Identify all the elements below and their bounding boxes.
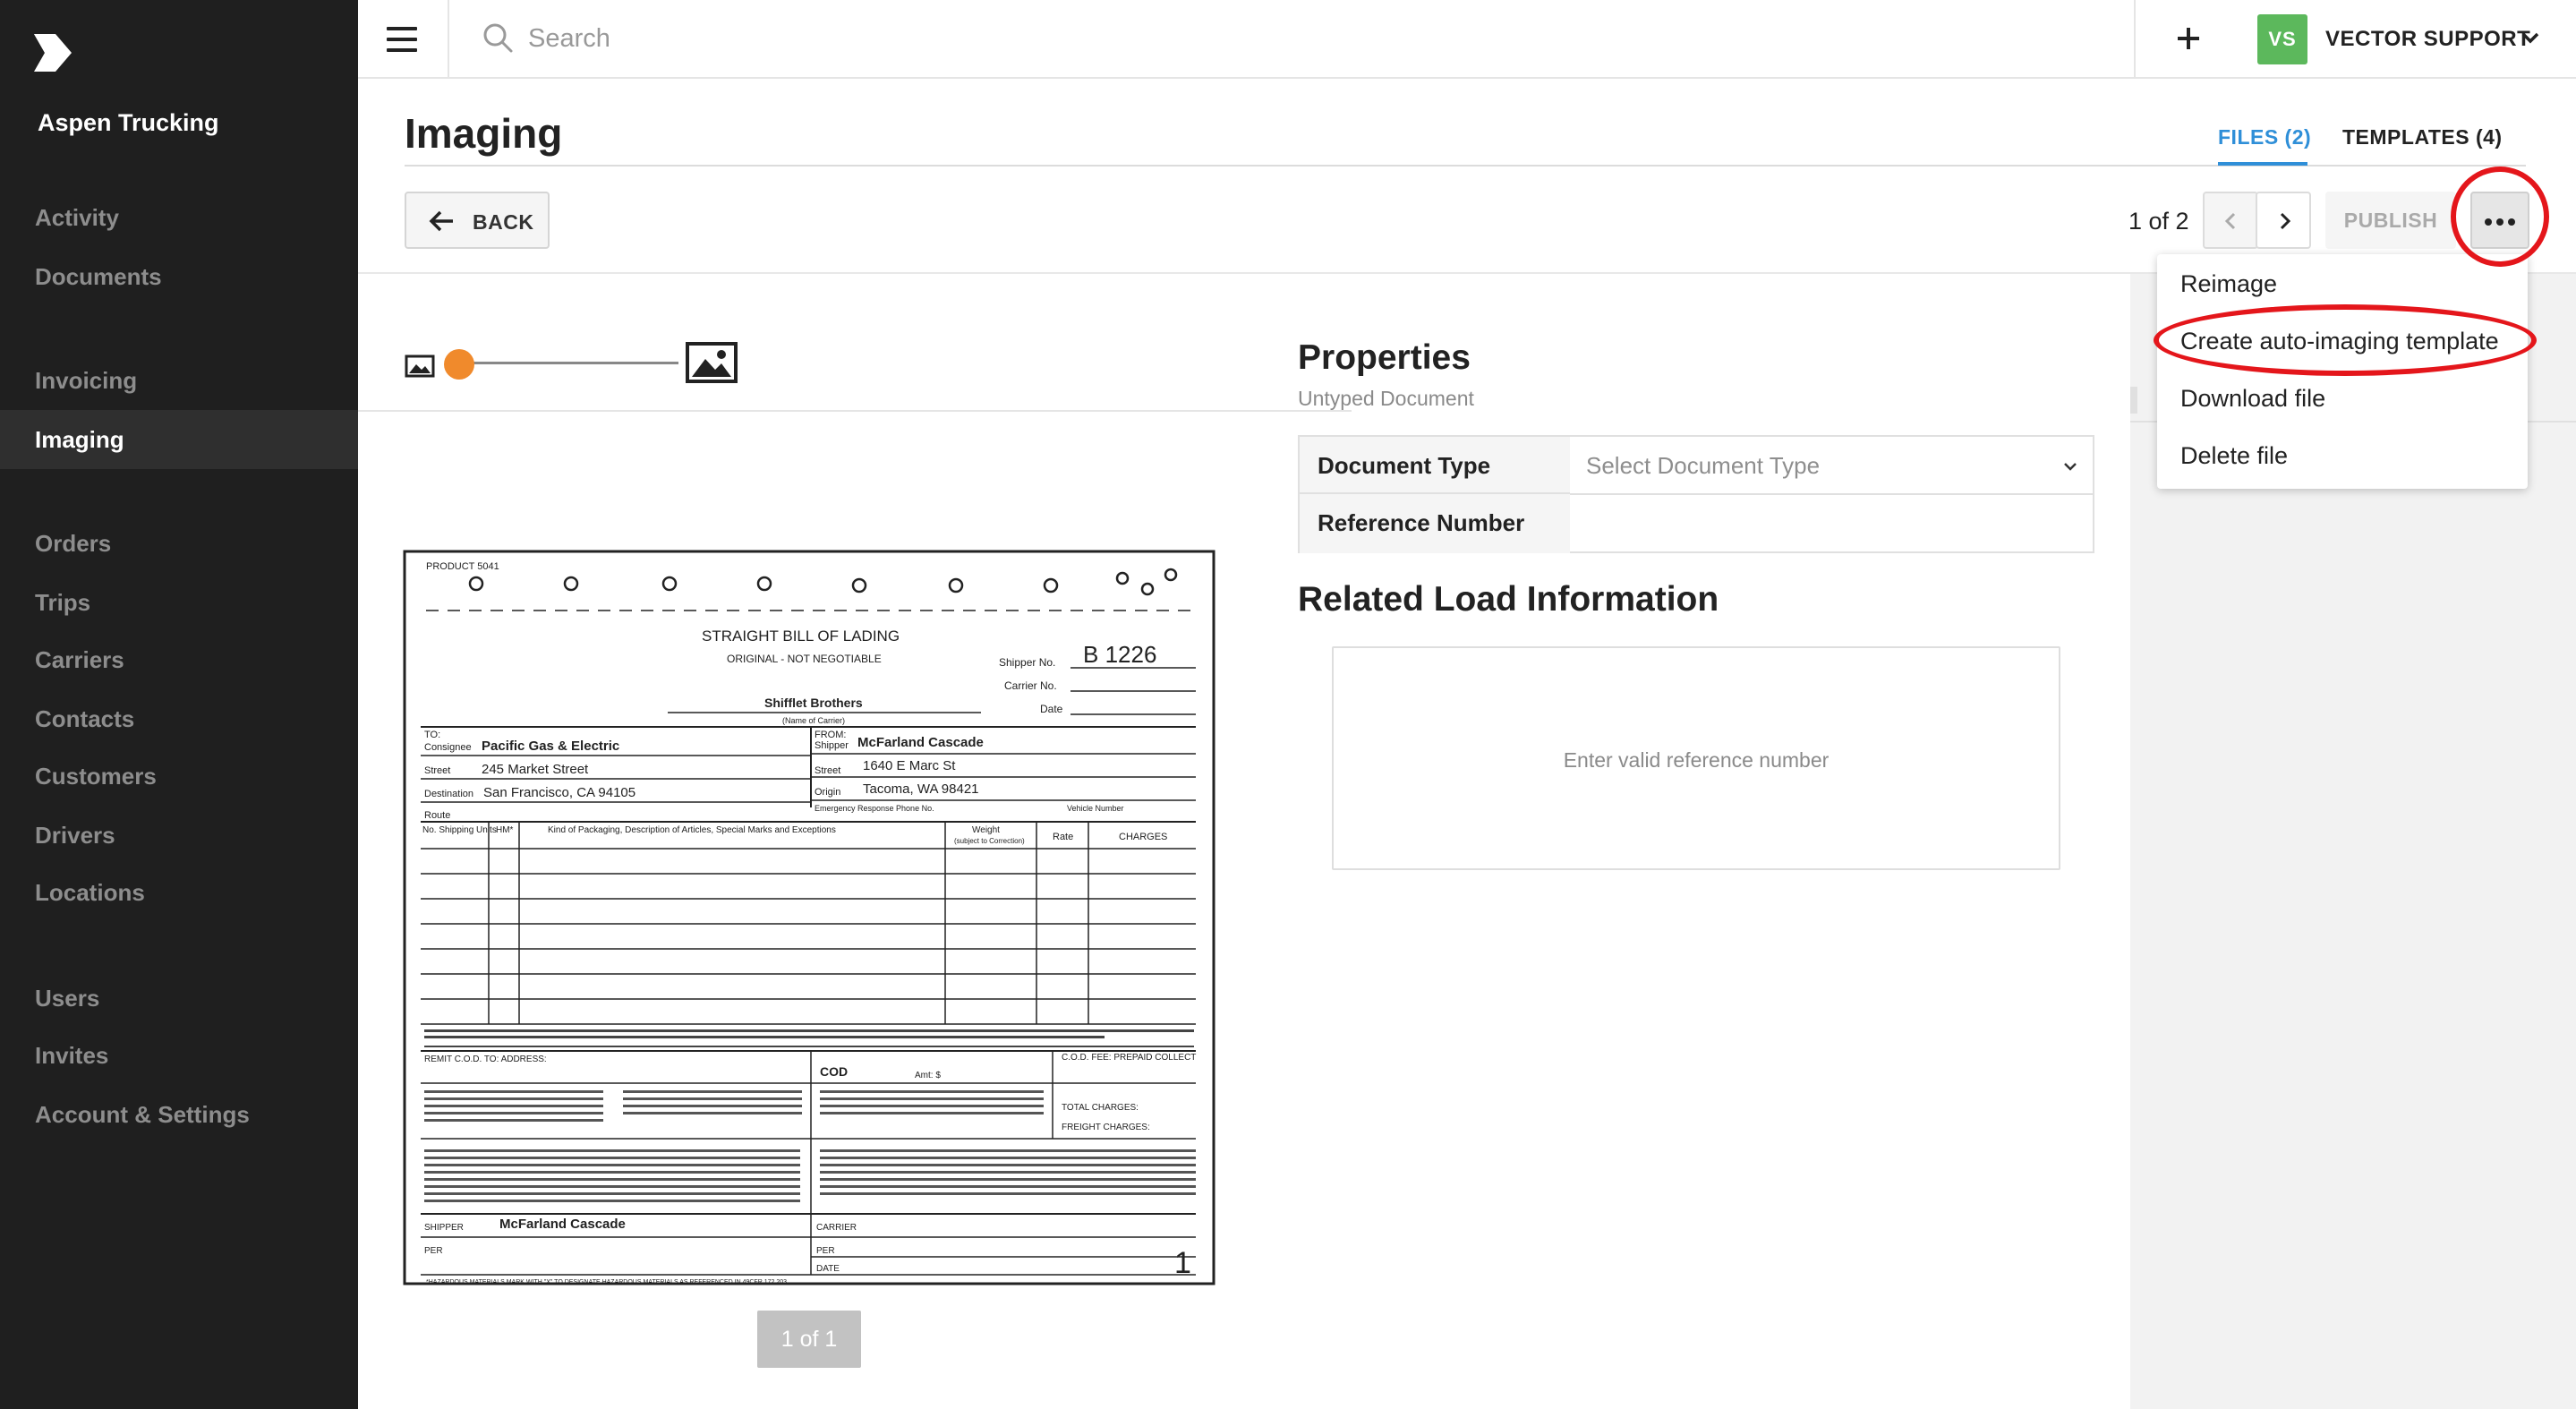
menu-item-download-file[interactable]: Download file <box>2180 385 2326 412</box>
doc-col-units: No. Shipping Units <box>422 825 497 835</box>
sidebar-item-drivers[interactable]: Drivers <box>35 822 115 849</box>
doc-carrier-caption: (Name of Carrier) <box>782 716 846 725</box>
sidebar-item-users[interactable]: Users <box>35 985 100 1012</box>
chevron-left-icon <box>2221 210 2242 232</box>
doc-origin: Tacoma, WA 98421 <box>863 781 979 797</box>
back-button[interactable] <box>405 192 550 249</box>
arrow-left-icon <box>428 209 455 233</box>
sidebar-item-contacts[interactable]: Contacts <box>35 705 135 732</box>
reference-number-label: Reference Number <box>1300 494 1570 553</box>
doc-vehicle-label: Vehicle Number <box>1067 804 1124 813</box>
avatar[interactable]: VS <box>2257 14 2307 64</box>
sidebar <box>0 0 358 1409</box>
active-tab-indicator <box>2218 162 2307 166</box>
previous-file-button[interactable] <box>2203 192 2258 249</box>
page-indicator: 1 of 1 <box>757 1311 861 1368</box>
doc-freight-charges-label: FREIGHT CHARGES: <box>1062 1123 1150 1132</box>
doc-shipper-no-label: Shipper No. <box>999 656 1056 669</box>
doc-per-label: PER <box>424 1246 443 1256</box>
doc-to-street-label: Street <box>424 765 451 776</box>
doc-to-label: TO: <box>424 730 441 740</box>
zoom-out-image-icon[interactable] <box>405 353 435 380</box>
document-preview <box>399 548 1219 1287</box>
search-icon <box>482 21 514 54</box>
doc-col-desc: Kind of Packaging, Description of Articles, Special Marks and Exceptions <box>548 825 836 835</box>
doc-consignee: Pacific Gas & Electric <box>482 739 620 754</box>
menu-item-reimage[interactable]: Reimage <box>2180 270 2278 297</box>
doc-from-label: FROM: <box>815 730 847 740</box>
doc-shipper-sign: McFarland Cascade <box>499 1217 626 1232</box>
user-name[interactable]: VECTOR SUPPORT <box>2325 27 2531 51</box>
zoom-slider-track[interactable] <box>449 362 678 364</box>
document-type-label: Document Type <box>1300 437 1570 494</box>
panel-divider <box>2130 387 2137 414</box>
doc-shipper-sign-label: SHIPPER <box>424 1223 464 1233</box>
doc-destination-label: Destination <box>424 789 474 799</box>
menu-item-delete-file[interactable]: Delete file <box>2180 442 2289 469</box>
sidebar-item-locations[interactable]: Locations <box>35 879 145 906</box>
annotation-circle <box>2451 167 2549 267</box>
sidebar-item-invites[interactable]: Invites <box>35 1042 109 1069</box>
related-load-title: Related Load Information <box>1298 580 1719 619</box>
topbar-divider <box>2134 0 2136 79</box>
doc-col-weight-sub: (subject to Correction) <box>954 837 1025 845</box>
doc-per-label-carrier: PER <box>816 1246 835 1256</box>
doc-consignee-label: Consignee <box>424 742 472 753</box>
doc-emergency-label: Emergency Response Phone No. <box>815 804 934 813</box>
doc-remit-label: REMIT C.O.D. TO: ADDRESS: <box>424 1055 547 1064</box>
doc-total-charges-label: TOTAL CHARGES: <box>1062 1103 1139 1113</box>
doc-product: PRODUCT 5041 <box>426 561 499 572</box>
doc-heading: STRAIGHT BILL OF LADING <box>702 628 900 645</box>
zoom-in-image-icon[interactable] <box>686 342 738 383</box>
doc-cod-label: COD <box>820 1064 849 1079</box>
document-type-select[interactable]: Select Document Type <box>1586 452 1821 479</box>
sidebar-item-customers[interactable]: Customers <box>35 763 157 790</box>
doc-carrier-no-label: Carrier No. <box>1004 679 1057 692</box>
doc-cod-fee-label: C.O.D. FEE: PREPAID COLLECT <box>1062 1053 1197 1063</box>
top-bar <box>358 0 2576 79</box>
doc-from-street-label: Street <box>815 765 841 776</box>
doc-page-mark: 1 <box>1174 1246 1191 1280</box>
related-load-box <box>1332 646 2060 870</box>
sidebar-item-activity[interactable]: Activity <box>35 204 119 231</box>
doc-col-hm: HM* <box>496 825 514 835</box>
doc-col-weight: Weight <box>972 825 1000 835</box>
doc-date-sign-label: DATE <box>816 1264 840 1274</box>
related-load-message: Enter valid reference number <box>1563 748 1830 772</box>
app-logo[interactable] <box>32 32 73 73</box>
sidebar-item-imaging[interactable]: Imaging <box>0 410 358 469</box>
doc-carrier-sign-label: CARRIER <box>816 1223 857 1233</box>
doc-origin-label: Origin <box>815 787 841 798</box>
doc-from-street: 1640 E Marc St <box>863 758 956 773</box>
publish-button[interactable]: PUBLISH <box>2325 192 2456 249</box>
tab-files[interactable]: FILES (2) <box>2218 125 2312 149</box>
hamburger-menu-icon[interactable] <box>387 27 417 52</box>
sidebar-item-carriers[interactable]: Carriers <box>35 646 124 673</box>
doc-date-label: Date <box>1040 703 1063 715</box>
sidebar-item-documents[interactable]: Documents <box>35 263 162 290</box>
doc-shipper-no: B 1226 <box>1083 641 1157 668</box>
reference-number-input[interactable] <box>1572 496 2093 551</box>
doc-footer-text: *HAZARDOUS MATERIALS MARK WITH "X" TO DESIGNATE HAZARDOUS MATERIALS AS REFERENCED IN 49CFR 172.203 <box>426 1279 788 1285</box>
properties-subtitle: Untyped Document <box>1298 387 1474 410</box>
menu-item-create-template[interactable]: Create auto-imaging template <box>2180 328 2499 354</box>
doc-to-street: 245 Market Street <box>482 762 589 777</box>
next-file-button[interactable] <box>2256 192 2311 249</box>
back-button-label: BACK <box>473 210 534 234</box>
zoom-slider-handle[interactable] <box>444 349 474 380</box>
annotation-ellipse <box>2154 304 2537 376</box>
pager-text: 1 of 2 <box>2128 208 2189 235</box>
doc-route-label: Route <box>424 810 451 821</box>
doc-destination: San Francisco, CA 94105 <box>483 785 636 800</box>
chevron-right-icon <box>2273 210 2295 232</box>
topbar-divider <box>448 0 449 79</box>
plus-icon[interactable] <box>2166 16 2211 61</box>
doc-shipper-label: Shipper <box>815 740 849 751</box>
doc-carrier-name: Shifflet Brothers <box>764 696 863 710</box>
search-input[interactable] <box>528 18 1244 59</box>
doc-col-charges: CHARGES <box>1119 832 1168 842</box>
doc-shipper: McFarland Cascade <box>857 735 984 750</box>
doc-amt-label: Amt: $ <box>915 1071 941 1080</box>
tab-templates[interactable]: TEMPLATES (4) <box>2342 125 2503 149</box>
chevron-down-icon[interactable] <box>2520 27 2541 48</box>
sidebar-item-orders[interactable]: Orders <box>35 530 112 557</box>
company-name: Aspen Trucking <box>38 109 219 136</box>
sidebar-item-trips[interactable]: Trips <box>35 589 91 616</box>
viewer-divider <box>358 410 1352 412</box>
doc-col-rate: Rate <box>1053 832 1074 842</box>
doc-subheading: ORIGINAL - NOT NEGOTIABLE <box>727 653 882 665</box>
properties-title: Properties <box>1298 338 1471 377</box>
sidebar-item-invoicing[interactable]: Invoicing <box>35 367 138 394</box>
properties-table <box>1298 435 2094 553</box>
sidebar-item-account-settings[interactable]: Account & Settings <box>35 1101 250 1128</box>
chevron-down-icon[interactable] <box>2062 458 2078 474</box>
title-divider <box>405 165 2526 167</box>
page-title: Imaging <box>405 110 563 157</box>
